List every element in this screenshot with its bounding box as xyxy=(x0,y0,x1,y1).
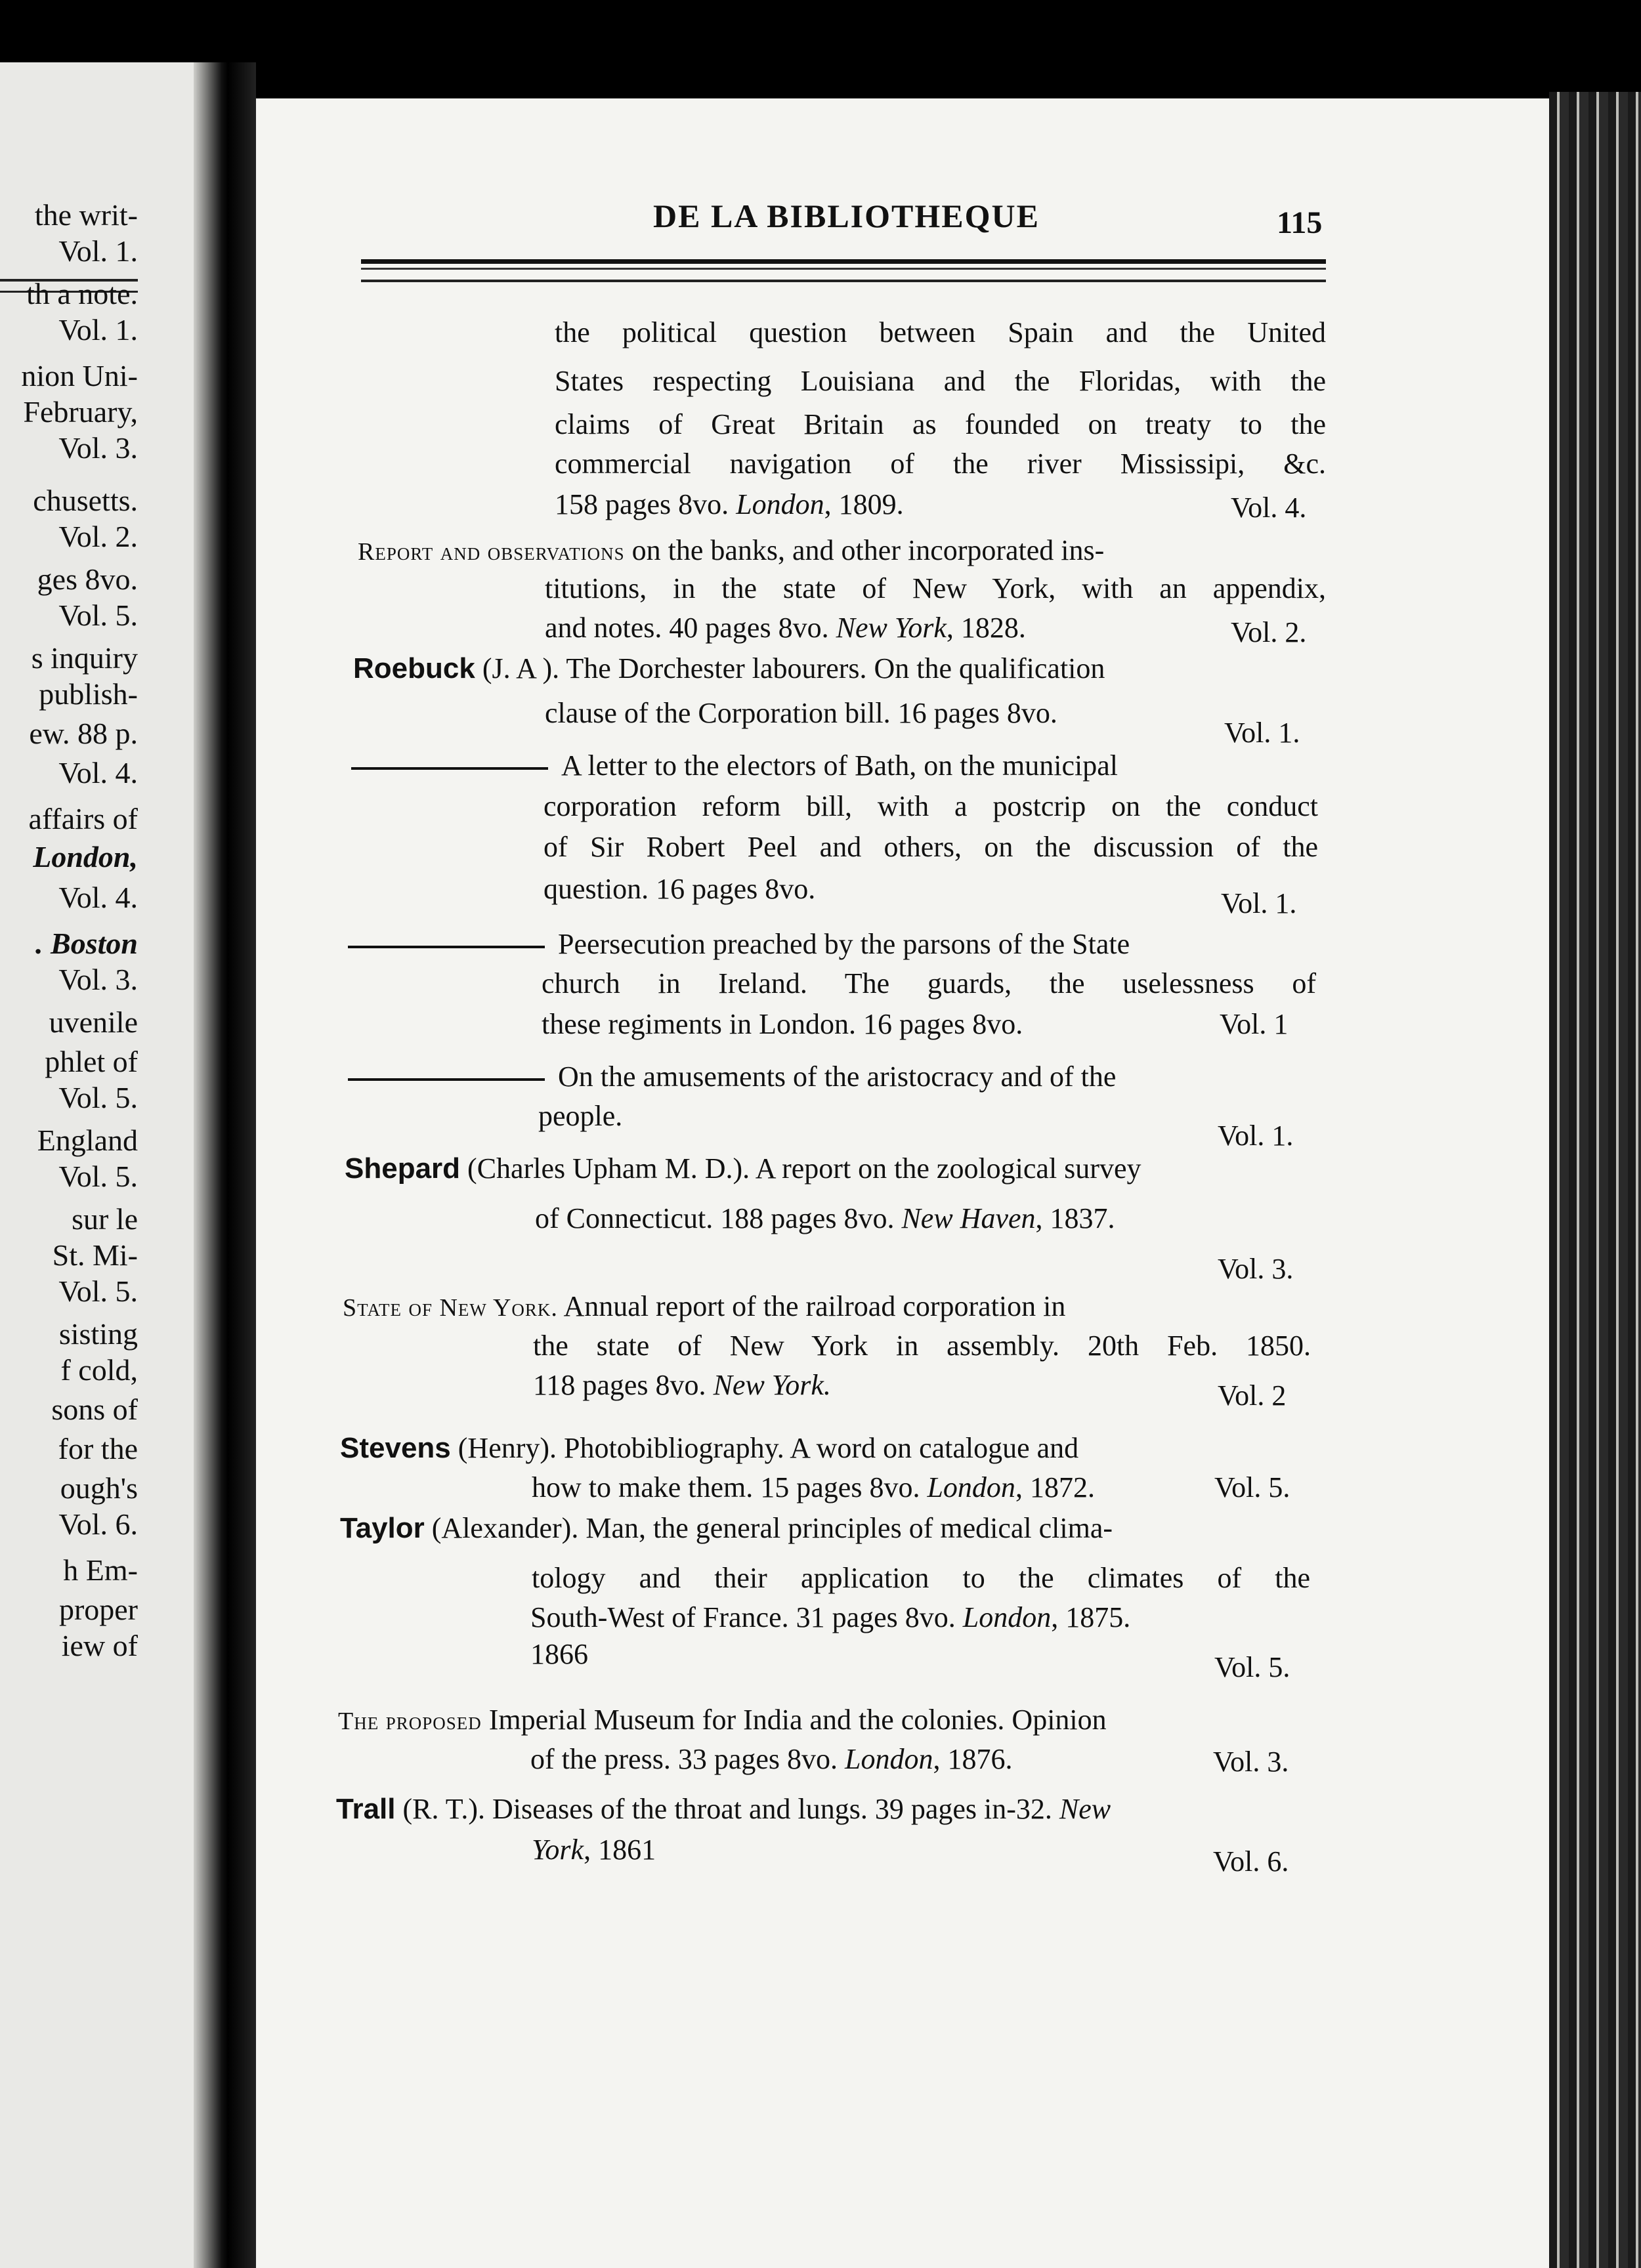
entry-line: tology and their application to the climates of the xyxy=(532,1562,1310,1594)
left-page-fragment: London, xyxy=(33,840,138,873)
left-page-fragment: Vol. 5. xyxy=(58,598,138,632)
entry-line: commercial navigation of the river Mississipi, &c. xyxy=(555,448,1326,480)
entry-line: South-West of France. 31 pages 8vo. London, 1875. xyxy=(530,1601,1131,1633)
entry-line: clause of the Corporation bill. 16 pages 8vo. xyxy=(545,697,1057,729)
entry-line: church in Ireland. The guards, the uselessness of xyxy=(542,967,1316,999)
entry-line: Report and observations on the banks, and other incorporated ins- xyxy=(358,534,1105,566)
left-page-fragment: th a note. xyxy=(26,277,138,310)
left-page-fragment: sons of xyxy=(51,1393,138,1426)
left-page-fragment: Vol. 5. xyxy=(58,1081,138,1114)
left-page-fragment: Vol. 4. xyxy=(58,756,138,789)
author-name: Roebuck xyxy=(353,652,475,684)
running-head: DE LA BIBLIOTHEQUE xyxy=(653,198,1040,234)
page-number: 115 xyxy=(1277,205,1323,240)
entry-line: people. xyxy=(538,1100,623,1132)
entry-line: Roebuck (J. A ). The Dorchester labourers. On the qualification xyxy=(353,652,1105,684)
entry-line: how to make them. 15 pages 8vo. London, 1872. xyxy=(532,1471,1095,1503)
left-page-fragment: s inquiry xyxy=(31,641,138,675)
volume-label: Vol. 5. xyxy=(1214,1651,1290,1683)
volume-label: Vol. 5. xyxy=(1214,1471,1290,1503)
volume-label: Vol. 1 xyxy=(1220,1008,1289,1040)
entry-line: of Connecticut. 188 pages 8vo. New Haven, 1837. xyxy=(535,1202,1115,1234)
volume-label: Vol. 2 xyxy=(1218,1379,1287,1412)
left-page-fragment: Vol. 1. xyxy=(58,313,138,346)
left-page-fragment: Vol. 5. xyxy=(58,1274,138,1308)
left-page-fragment: ew. 88 p. xyxy=(29,717,138,750)
left-page-fragment: Vol. 6. xyxy=(58,1507,138,1541)
left-page-fragment: iew of xyxy=(61,1629,138,1662)
entry-line: State of New York. Annual report of the railroad corporation in xyxy=(343,1290,1066,1322)
entry-line: 118 pages 8vo. New York. xyxy=(533,1369,831,1401)
left-page-fragment: f cold, xyxy=(60,1353,138,1387)
entry-line: claims of Great Britain as founded on treaty to the xyxy=(555,408,1326,440)
volume-label: Vol. 2. xyxy=(1231,616,1307,648)
author-name: Trall xyxy=(336,1793,396,1825)
left-page-fragment: . Boston xyxy=(35,927,138,960)
left-page-fragment: sur le xyxy=(72,1202,138,1236)
left-page-fragment: chusetts. xyxy=(33,484,138,517)
author-name: Taylor xyxy=(340,1512,425,1544)
volume-label: Vol. 6. xyxy=(1213,1845,1289,1878)
left-page-fragment: affairs of xyxy=(28,802,138,835)
entry-line: corporation reform bill, with a postcrip on the conduct xyxy=(543,790,1318,822)
left-page-fragment: England xyxy=(37,1124,138,1157)
left-page-fragment: h Em- xyxy=(63,1553,138,1587)
left-page-fragment: Vol. 3. xyxy=(58,431,138,465)
entry-line: the state of New York in assembly. 20th Feb. 1850. xyxy=(533,1330,1311,1362)
entry-line: Taylor (Alexander). Man, the general principles of medical clima- xyxy=(340,1512,1113,1544)
author-name: Shepard xyxy=(345,1152,461,1185)
entry-line: A letter to the electors of Bath, on the municipal xyxy=(351,747,1319,785)
left-page-fragment: ough's xyxy=(60,1471,138,1505)
volume-label: Vol. 1. xyxy=(1221,887,1297,919)
left-page-fragment: nion Uni- xyxy=(21,359,138,392)
entry-line: Trall (R. T.). Diseases of the throat and lungs. 39 pages in-32. New xyxy=(336,1793,1111,1825)
ditto-dash xyxy=(348,946,545,948)
entry-line: Stevens (Henry). Photobibliography. A word on catalogue and xyxy=(340,1432,1079,1464)
left-page-fragment: sisting xyxy=(58,1317,138,1351)
entry-line: the political question between Spain and the United xyxy=(555,316,1326,348)
left-page-fragment: Vol. 1. xyxy=(58,234,138,268)
entry-line: Shepard (Charles Upham M. D.). A report on the zoological survey xyxy=(345,1152,1141,1185)
left-page-fragment: for the xyxy=(58,1432,138,1465)
entry-line: of Sir Robert Peel and others, on the discussion of the xyxy=(543,831,1318,863)
ditto-dash xyxy=(351,767,548,770)
volume-label: Vol. 3. xyxy=(1213,1746,1289,1778)
entry-line: Peersecution preached by the parsons of the State xyxy=(348,925,1316,963)
ditto-dash xyxy=(348,1078,545,1081)
entry-line: question. 16 pages 8vo. xyxy=(543,873,816,905)
author-name: Stevens xyxy=(340,1432,451,1464)
left-page-fragment: uvenile xyxy=(49,1005,138,1039)
left-page-fragment: St. Mi- xyxy=(52,1238,138,1272)
entry-line: States respecting Louisiana and the Floridas, with the xyxy=(555,365,1326,397)
left-page-fragment: publish- xyxy=(39,677,138,711)
left-page-fragment: February, xyxy=(23,395,138,429)
volume-label: Vol. 1. xyxy=(1218,1120,1294,1152)
volume-label: Vol. 1. xyxy=(1224,717,1300,749)
entry-line: The proposed Imperial Museum for India and the colonies. Opinion xyxy=(338,1704,1107,1736)
entry-line: these regiments in London. 16 pages 8vo. xyxy=(542,1008,1023,1040)
volume-label: Vol. 4. xyxy=(1231,492,1307,524)
volume-label: Vol. 3. xyxy=(1218,1253,1294,1285)
left-page-fragment: Vol. 2. xyxy=(58,520,138,553)
left-page-fragment: phlet of xyxy=(45,1045,138,1078)
entry-line: 1866 xyxy=(530,1638,588,1670)
entry-line: On the amusements of the aristocracy and of the xyxy=(348,1058,1313,1096)
entry-line: of the press. 33 pages 8vo. London, 1876. xyxy=(530,1743,1013,1775)
entry-line: York, 1861 xyxy=(532,1834,656,1866)
entry-line: titutions, in the state of New York, with an appendix, xyxy=(545,572,1326,604)
left-page-fragment: Vol. 4. xyxy=(58,881,138,914)
entry-line: and notes. 40 pages 8vo. New York, 1828. xyxy=(545,612,1026,644)
left-page-fragment: proper xyxy=(58,1593,138,1626)
entry-line: 158 pages 8vo. London, 1809. xyxy=(555,488,904,520)
left-page-fragment: the writ- xyxy=(34,198,138,232)
left-page-fragment: Vol. 3. xyxy=(58,963,138,996)
left-page-fragment: Vol. 5. xyxy=(58,1160,138,1193)
left-page-fragment: ges 8vo. xyxy=(37,562,138,596)
